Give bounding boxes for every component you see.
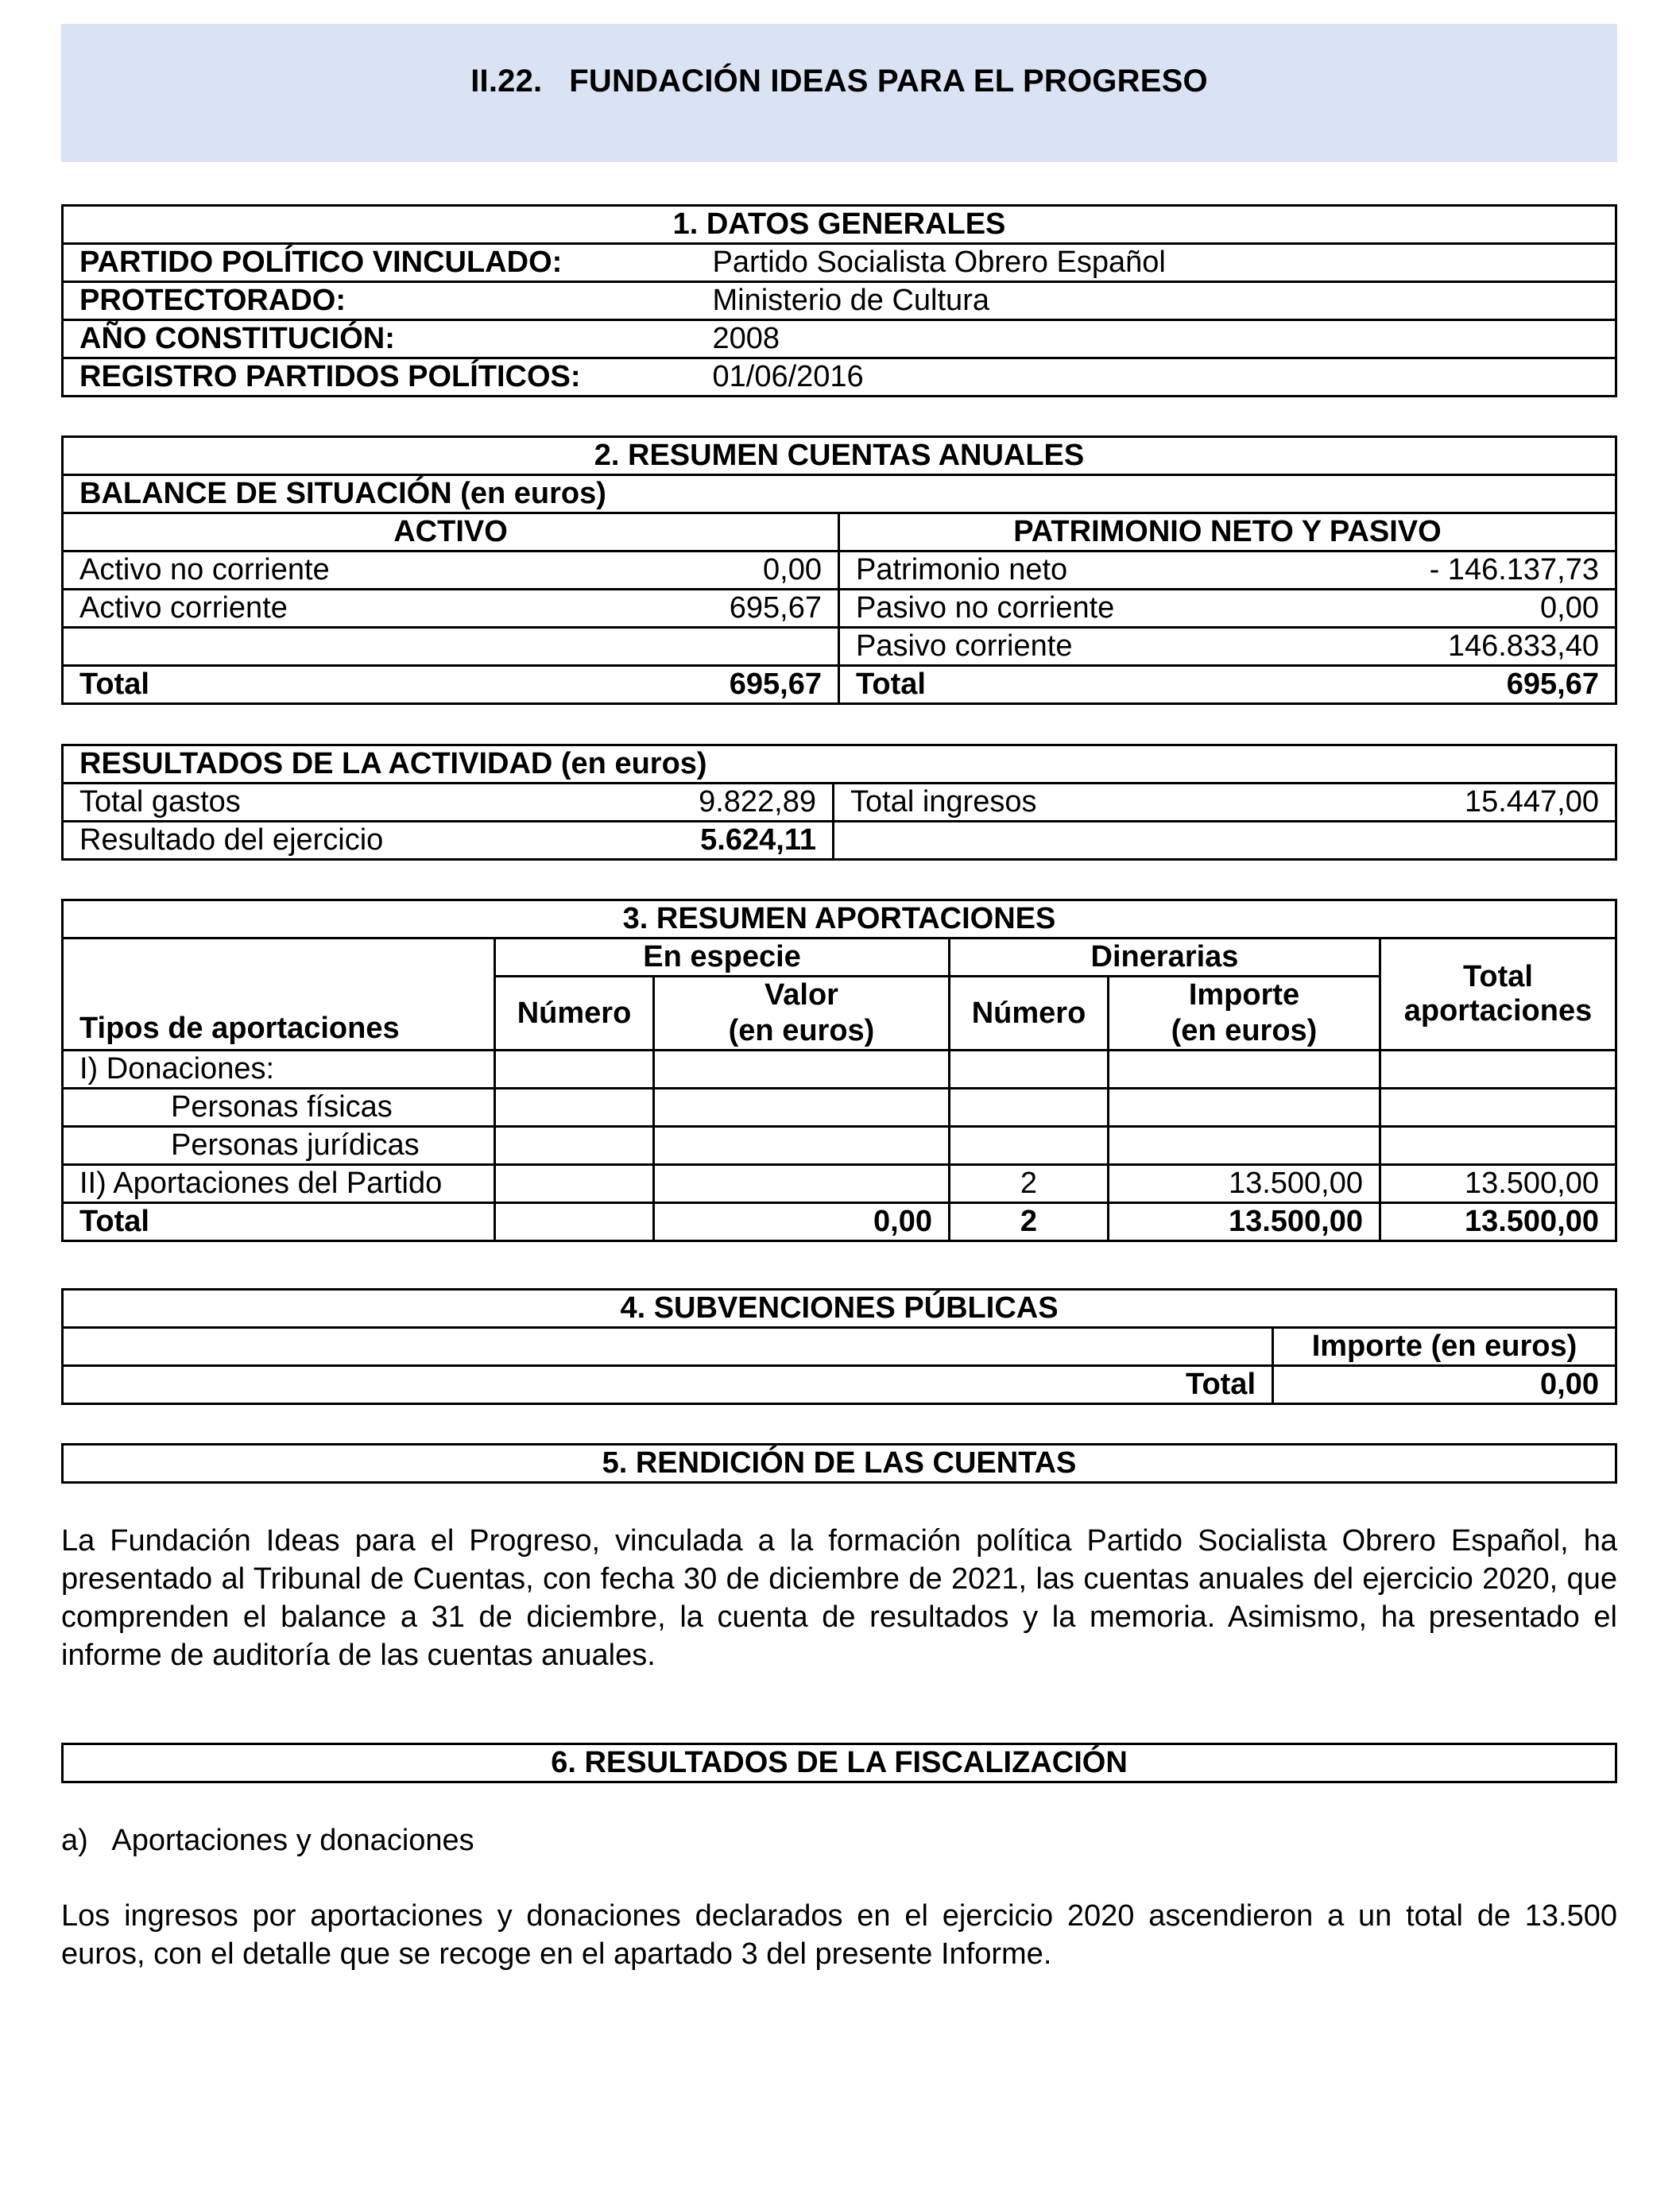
importe-header (1109, 977, 1380, 1051)
aportaciones-heading: 3. RESUMEN APORTACIONES (63, 900, 1616, 939)
importe-header-line1: Importe (1188, 978, 1300, 1012)
table-row (63, 1366, 1616, 1404)
empty-cell (834, 822, 1616, 860)
subvenciones-heading: 4. SUBVENCIONES PÚBLICAS (63, 1290, 1616, 1328)
num-especie-cell (495, 1165, 654, 1203)
dinerarias-header: Dinerarias (950, 939, 1380, 977)
total-cell (1380, 1127, 1616, 1165)
valor-cell (654, 1051, 950, 1089)
table-row (63, 590, 1616, 628)
gastos-value: 9.822,89 (619, 784, 834, 822)
row-value: 01/06/2016 (697, 358, 1616, 397)
fiscalizacion-subheading: a) Aportaciones y donaciones (61, 1824, 474, 1857)
rendicion-heading-box (61, 1443, 1617, 1484)
ingresos-value: 15.447,00 (1310, 784, 1616, 822)
total-num-especie-cell (495, 1203, 654, 1241)
pasivo-label: Pasivo corriente (839, 628, 1316, 666)
row-label: PROTECTORADO: (63, 282, 697, 320)
num-especie-cell (495, 1127, 654, 1165)
cuentas-anuales-table (61, 435, 1617, 705)
ingresos-label: Total ingresos (834, 784, 1310, 822)
resultado-value: 5.624,11 (619, 822, 834, 860)
pasivo-value: 0,00 (1316, 590, 1616, 628)
total-num-dinerarias-cell: 2 (950, 1203, 1109, 1241)
tipo-cell: Personas jurídicas (63, 1127, 495, 1165)
num-dinerarias-cell (950, 1127, 1109, 1165)
num-especie-cell (495, 1089, 654, 1127)
resultados-table (61, 744, 1617, 861)
tipo-cell: I) Donaciones: (63, 1051, 495, 1089)
tipo-cell: Personas físicas (63, 1089, 495, 1127)
row-label: PARTIDO POLÍTICO VINCULADO: (63, 244, 697, 282)
page-title: II.22. FUNDACIÓN IDEAS PARA EL PROGRESO (470, 64, 1208, 99)
total-cell (1380, 1089, 1616, 1127)
rendicion-paragraph: La Fundación Ideas para el Progreso, vinculada a la formación política Partido Socialista Obrero Español, ha presentado al Tribunal de Cuentas, con fecha 30 de diciembre de 2021, las cuentas anuales del ejercicio 2020, que comprenden el balance a 31 de diciembre, la cuenta de resultados y la memoria. Asimismo, ha presentado el informe de auditoría de las cuentas anuales. (61, 1524, 1617, 1672)
activo-value: 695,67 (619, 590, 839, 628)
tipos-header: Tipos de aportaciones (63, 939, 495, 1051)
valor-cell (654, 1165, 950, 1203)
table-row (63, 1203, 1616, 1241)
numero-dinerarias-header: Número (950, 977, 1109, 1051)
subvenciones-table (61, 1288, 1617, 1405)
total-cell: 13.500,00 (1380, 1165, 1616, 1203)
num-dinerarias-cell: 2 (950, 1165, 1109, 1203)
cuentas-anuales-heading: 2. RESUMEN CUENTAS ANUALES (63, 437, 1616, 475)
row-label: AÑO CONSTITUCIÓN: (63, 320, 697, 358)
activo-value (619, 628, 839, 666)
total-tipo-cell: Total (63, 1203, 495, 1241)
resultados-title: RESULTADOS DE LA ACTIVIDAD (en euros) (63, 745, 1616, 784)
pasivo-label: Patrimonio neto (839, 552, 1316, 590)
table-row (63, 1165, 1616, 1203)
total-activo-label: Total (63, 666, 619, 704)
gastos-label: Total gastos (63, 784, 619, 822)
importe-cell (1109, 1089, 1380, 1127)
importe-cell (1109, 1051, 1380, 1089)
pasivo-value: - 146.137,73 (1316, 552, 1616, 590)
importe-cell (1109, 1127, 1380, 1165)
table-row (63, 552, 1616, 590)
fiscalizacion-heading: 6. RESULTADOS DE LA FISCALIZACIÓN (63, 1744, 1616, 1782)
datos-generales-table (61, 204, 1617, 397)
activo-label: Activo no corriente (63, 552, 619, 590)
valor-header-line2: (en euros) (728, 1014, 875, 1047)
valor-cell (654, 1089, 950, 1127)
table-row (63, 282, 1616, 320)
fiscalizacion-paragraph: Los ingresos por aportaciones y donaciones declarados en el ejercicio 2020 ascendieron a un total de 13.500 euros, con el detalle que se recoge en el apartado 3 del presente Informe. (61, 1899, 1617, 1971)
table-row (63, 358, 1616, 397)
en-especie-header: En especie (495, 939, 950, 977)
row-value: Partido Socialista Obrero Español (697, 244, 1616, 282)
total-aportaciones-header: Total aportaciones (1380, 939, 1616, 1051)
valor-header-line1: Valor (765, 978, 838, 1012)
importe-header: Importe (en euros) (1273, 1328, 1616, 1366)
importe-header-line2: (en euros) (1171, 1014, 1318, 1047)
subvenciones-total-label: Total (63, 1366, 1273, 1404)
table-row (63, 244, 1616, 282)
table-row (63, 666, 1616, 704)
row-value: Ministerio de Cultura (697, 282, 1616, 320)
valor-header (654, 977, 950, 1051)
numero-especie-header: Número (495, 977, 654, 1051)
pasivo-label: Pasivo no corriente (839, 590, 1316, 628)
total-aportaciones-cell: 13.500,00 (1380, 1203, 1616, 1241)
tipo-cell: II) Aportaciones del Partido (63, 1165, 495, 1203)
activo-label: Activo corriente (63, 590, 619, 628)
num-dinerarias-cell (950, 1089, 1109, 1127)
table-row (63, 1127, 1616, 1165)
pasivo-header: PATRIMONIO NETO Y PASIVO (839, 513, 1616, 552)
importe-cell: 13.500,00 (1109, 1165, 1380, 1203)
rendicion-heading: 5. RENDICIÓN DE LAS CUENTAS (63, 1445, 1616, 1483)
total-pasivo-value: 695,67 (1316, 666, 1616, 704)
total-pasivo-label: Total (839, 666, 1316, 704)
activo-header: ACTIVO (63, 513, 839, 552)
balance-title: BALANCE DE SITUACIÓN (en euros) (63, 475, 1616, 513)
total-importe-cell: 13.500,00 (1109, 1203, 1380, 1241)
table-row (63, 628, 1616, 666)
pasivo-value: 146.833,40 (1316, 628, 1616, 666)
table-row (63, 784, 1616, 822)
datos-generales-heading: 1. DATOS GENERALES (63, 206, 1616, 244)
subvenciones-total-value: 0,00 (1273, 1366, 1616, 1404)
table-row (63, 1051, 1616, 1089)
total-cell (1380, 1051, 1616, 1089)
row-label: REGISTRO PARTIDOS POLÍTICOS: (63, 358, 697, 397)
activo-label (63, 628, 619, 666)
valor-cell (654, 1127, 950, 1165)
aportaciones-table (61, 899, 1617, 1242)
total-activo-value: 695,67 (619, 666, 839, 704)
row-value: 2008 (697, 320, 1616, 358)
table-row (63, 822, 1616, 860)
fiscalizacion-heading-box (61, 1743, 1617, 1783)
total-valor-cell: 0,00 (654, 1203, 950, 1241)
table-row (63, 1089, 1616, 1127)
num-dinerarias-cell (950, 1051, 1109, 1089)
num-especie-cell (495, 1051, 654, 1089)
table-row (63, 320, 1616, 358)
activo-value: 0,00 (619, 552, 839, 590)
empty-cell (63, 1328, 1273, 1366)
resultado-label: Resultado del ejercicio (63, 822, 619, 860)
